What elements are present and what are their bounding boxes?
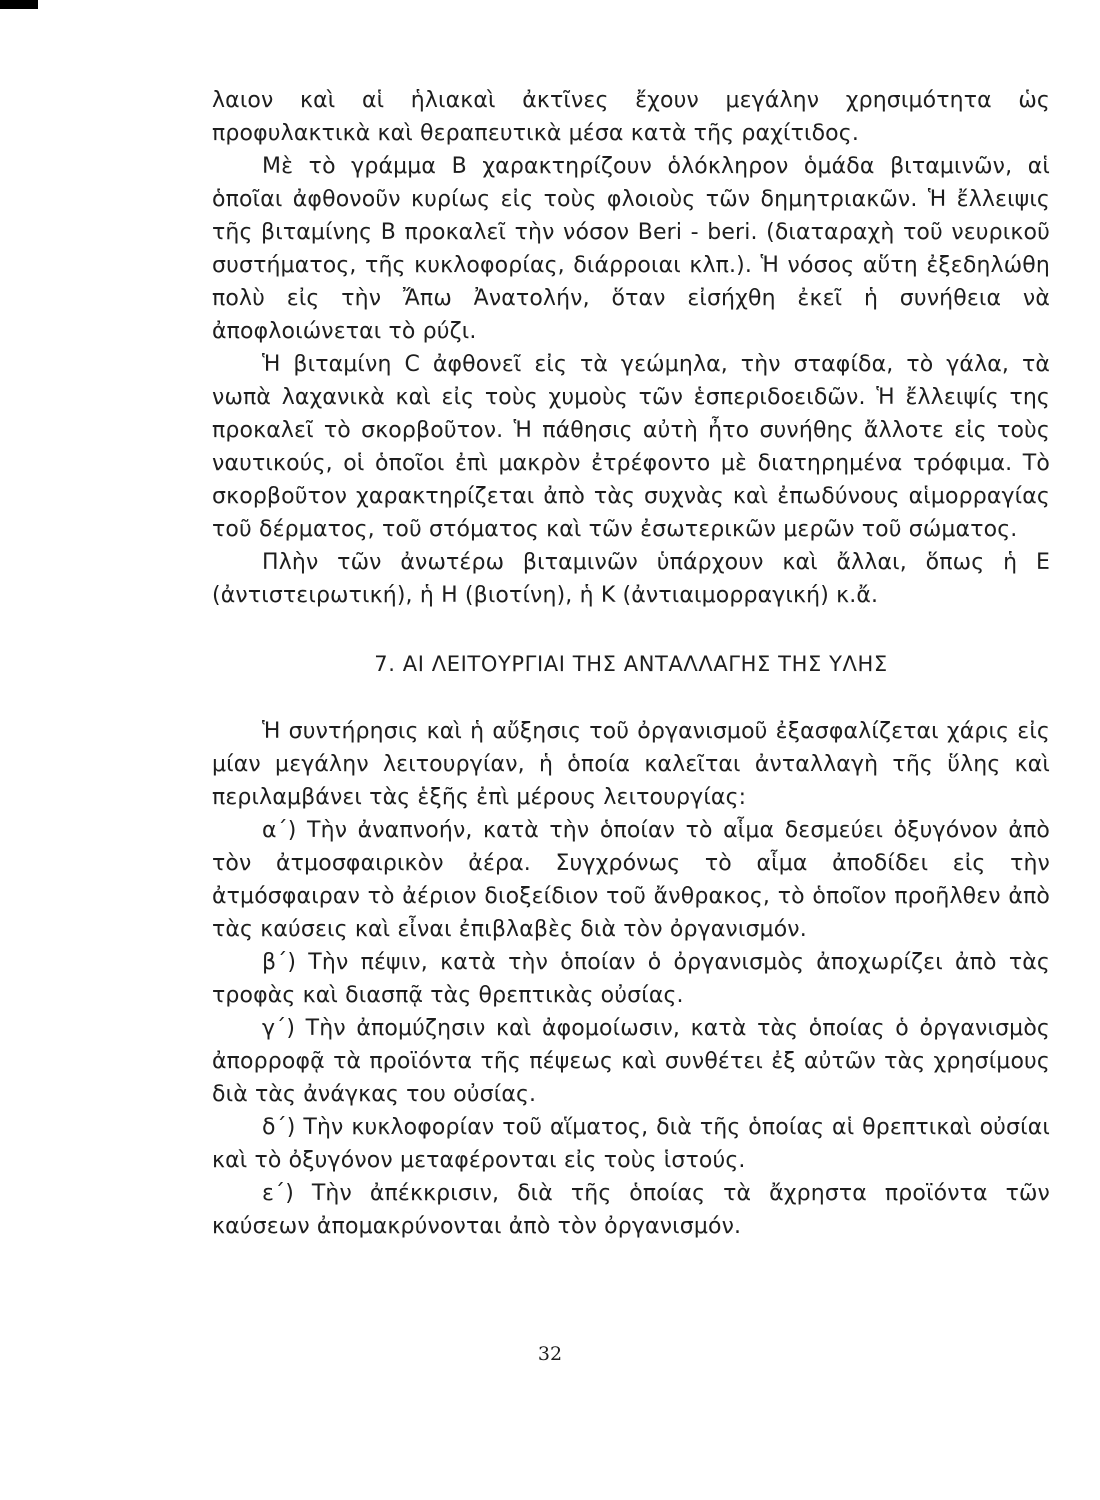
- page-number: 32: [537, 1343, 563, 1365]
- list-item-digestion: β´) Τὴν πέψιν, κατὰ τὴν ὁποίαν ὁ ὀργανισμὸς ἀποχωρίζει ἀπὸ τὰς τροφὰς καὶ διασπᾷ τὰς θρεπτικὰς οὐσίας.: [212, 950, 1050, 1008]
- list-item-respiration: α´) Τὴν ἀναπνοήν, κατὰ τὴν ὁποίαν τὸ αἷμα δεσμεύει ὀξυγόνον ἀπὸ τὸν ἀτμοσφαιρικὸν ἀέρα. Συγχρόνως τὸ αἷμα ἀποδίδει εἰς τὴν ἀτμόσφαιραν τὸ ἀέριον διοξείδιον τοῦ ἄνθρακος, τὸ ὁποῖον προῆλθεν ἀπὸ τὰς καύσεις καὶ εἶναι ἐπιβλαβὲς διὰ τὸν ὀργανισμόν.: [212, 818, 1050, 942]
- list-item-circulation: δ´) Τὴν κυκλοφορίαν τοῦ αἵματος, διὰ τῆς ὁποίας αἱ θρεπτικαὶ οὐσίαι καὶ τὸ ὀξυγόνον μεταφέρονται εἰς τοὺς ἱστούς.: [212, 1115, 1050, 1173]
- paragraph-vitamin-c: Ἡ βιταμίνη C ἀφθονεῖ εἰς τὰ γεώμηλα, τὴν σταφίδα, τὸ γάλα, τὰ νωπὰ λαχανικὰ καὶ εἰς τοὺς χυμοὺς τῶν ἑσπεριδοειδῶν. Ἡ ἔλλειψίς της προκαλεῖ τὸ σκορβοῦτον. Ἡ πάθησις αὐτὴ ἦτο συνήθης ἄλλοτε εἰς τοὺς ναυτικούς, οἱ ὁποῖοι ἐπὶ μακρὸν ἐτρέφοντο μὲ διατηρημένα τρόφιμα. Τὸ σκορβοῦτον χαρακτηρίζεται ἀπὸ τὰς συχνὰς καὶ ἐπωδύνους αἱμορραγίας τοῦ δέρματος, τοῦ στόματος καὶ τῶν ἐσωτερικῶν μερῶν τοῦ σώματος.: [212, 352, 1050, 542]
- scan-corner-mark: [0, 0, 38, 9]
- section-heading: 7. ΑΙ ΛΕΙΤΟΥΡΓΙΑΙ ΤΗΣ ΑΝΤΑΛΛΑΓΗΣ ΤΗΣ ΥΛΗΣ: [374, 652, 888, 676]
- paragraph-metabolism-intro: Ἡ συντήρησις καὶ ἡ αὔξησις τοῦ ὀργανισμοῦ ἐξασφαλίζεται χάρις εἰς μίαν μεγάλην λειτουργίαν, ἡ ὁποία καλεῖται ἀνταλλαγὴ τῆς ὕλης καὶ περιλαμβάνει τὰς ἑξῆς ἐπὶ μέρους λειτουργίας:: [212, 719, 1050, 810]
- list-item-excretion: ε´) Τὴν ἀπέκκρισιν, διὰ τῆς ὁποίας τὰ ἄχρηστα προϊόντα τῶν καύσεων ἀπομακρύνονται ἀπὸ τὸν ὀργανισμόν.: [212, 1181, 1050, 1239]
- list-item-absorption: γ´) Τὴν ἀπομύζησιν καὶ ἀφομοίωσιν, κατὰ τὰς ὁποίας ὁ ὀργανισμὸς ἀπορροφᾷ τὰ προϊόντα τῆς πέψεως καὶ συνθέτει ἐξ αὐτῶν τὰς χρησίμους διὰ τὰς ἀνάγκας του οὐσίας.: [212, 1016, 1050, 1107]
- paragraph-continuation: λαιον καὶ αἱ ἡλιακαὶ ἀκτῖνες ἔχουν μεγάλην χρησιμότητα ὡς προφυλακτικὰ καὶ θεραπευτικὰ μέσα κατὰ τῆς ραχίτιδος.: [212, 88, 1050, 146]
- paragraph-vitamin-b: Μὲ τὸ γράμμα Β χαρακτηρίζουν ὁλόκληρον ὁμάδα βιταμινῶν, αἱ ὁποῖαι ἀφθονοῦν κυρίως εἰς τοὺς φλοιοὺς τῶν δημητριακῶν. Ἡ ἔλλειψις τῆς βιταμίνης Β προκαλεῖ τὴν νόσον Beri - beri. (διαταραχὴ τοῦ νευρικοῦ συστήματος, τῆς κυκλοφορίας, διάρροιαι κλπ.). Ἡ νόσος αὕτη ἐξεδηλώθη πολὺ εἰς τὴν Ἄπω Ἀνατολήν, ὅταν εἰσήχθη ἐκεῖ ἡ συνήθεια νὰ ἀποφλοιώνεται τὸ ρύζι.: [212, 154, 1050, 344]
- document-page: [212, 84, 1050, 1243]
- paragraph-other-vitamins: Πλὴν τῶν ἀνωτέρω βιταμινῶν ὑπάρχουν καὶ ἄλλαι, ὅπως ἡ Ε (ἀντιστειρωτική), ἡ Η (βιοτίνη), ἡ Κ (ἀντιαιμορραγική) κ.ἄ.: [212, 550, 1050, 608]
